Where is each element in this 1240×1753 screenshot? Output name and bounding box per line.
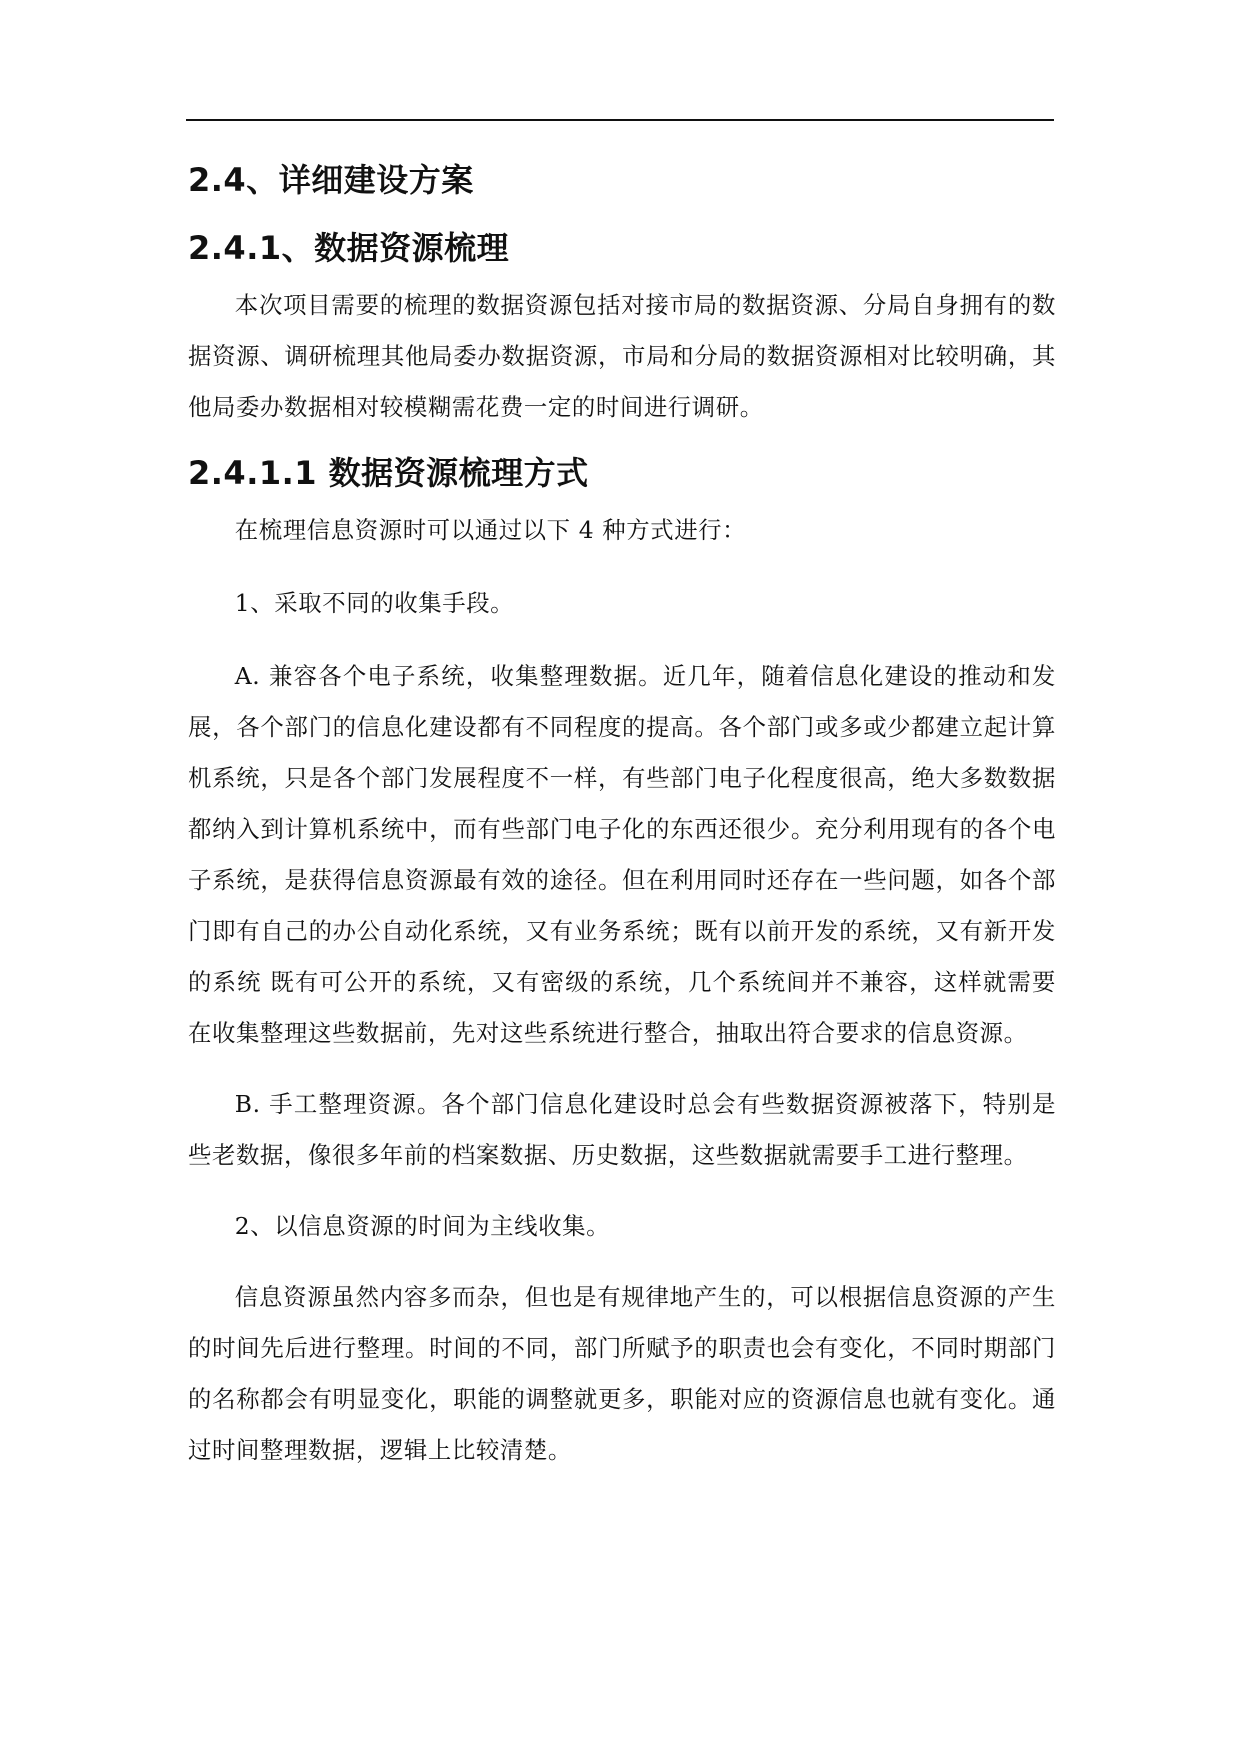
paragraph-intro: 本次项目需要的梳理的数据资源包括对接市局的数据资源、分局自身拥有的数据资源、调研梳理其他局委办数据资源，市局和分局的数据资源相对比较明确，其他局委办数据相对较模糊需花费一定的时间进行调研。: [188, 291, 1056, 421]
paragraph-item2-body: 信息资源虽然内容多而杂，但也是有规律地产生的，可以根据信息资源的产生的时间先后进行整理。时间的不同，部门所赋予的职责也会有变化，不同时期部门的名称都会有明显变化，职能的调整就更多，职能对应的资源信息也就有变化。通过时间整理数据，逻辑上比较清楚。: [188, 1283, 1056, 1464]
paragraph-methods-intro: 在梳理信息资源时可以通过以下 4 种方式进行：: [234, 516, 747, 544]
section-heading-2-4-1: 2.4.1、数据资源梳理: [188, 229, 510, 267]
section-heading-2-4: 2.4、详细建设方案: [188, 161, 474, 199]
document-body: [188, 154, 1056, 1476]
section-heading-2-4-1-1: 2.4.1.1 数据资源梳理方式: [188, 454, 589, 492]
paragraph-item1-title: 1、采取不同的收集手段。: [234, 589, 515, 617]
paragraph-item1-b: B. 手工整理资源。各个部门信息化建设时总会有些数据资源被落下，特别是些老数据，像很多年前的档案数据、历史数据，这些数据就需要手工进行整理。: [188, 1090, 1056, 1169]
paragraph-item2-title: 2、以信息资源的时间为主线收集。: [234, 1212, 611, 1240]
paragraph-item1-a: A. 兼容各个电子系统，收集整理数据。近几年，随着信息化建设的推动和发展，各个部门的信息化建设都有不同程度的提高。各个部门或多或少都建立起计算机系统，只是各个部门发展程度不一样，有些部门电子化程度很高，绝大多数数据都纳入到计算机系统中，而有些部门电子化的东西还很少。充分利用现有的各个电子系统，是获得信息资源最有效的途径。但在利用同时还存在一些问题，如各个部门即有自己的办公自动化系统，又有业务系统；既有以前开发的系统，又有新开发的系统 既有可公开的系统，又有密级的系统，几个系统间并不兼容，这样就需要在收集整理这些数据前，先对这些系统进行整合，抽取出符合要求的信息资源。: [188, 662, 1056, 1047]
header-rule: [186, 119, 1054, 121]
